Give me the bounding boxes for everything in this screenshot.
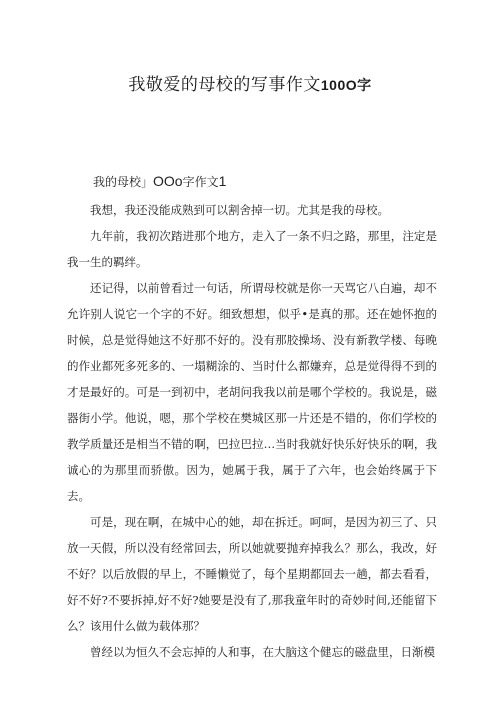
- document-title: [0, 72, 500, 98]
- title-main-text: 我敬爱的母校的写事作文: [128, 75, 321, 95]
- paragraph-5: 曾经以为恒久不会忘掉的人和事，在大脑这个健忘的磁盘里，日渐模: [90, 645, 435, 659]
- section-heading: [93, 170, 433, 193]
- heading-mid: 字作文: [182, 175, 219, 189]
- heading-latin: OOo: [153, 173, 183, 189]
- body-text: [67, 197, 437, 665]
- paragraph-2: 九年前，我初次踏进那个地方，走入了一条不归之路，那里，注定是我一生的羁绊。: [67, 229, 437, 269]
- paragraph-1: 我想，我还没能成熟到可以割舍掉一切。尤其是我的母校。: [90, 203, 389, 217]
- paragraph-3: 还记得，以前曾看过一句话，所谓母校就是你一天骂它八白遍，却不允许别人说它一个字的不好。细致想想，似乎•是真的那。还在她怀抱的时候，总是觉得她这不好那不好的。没有那胶操场、没有新教学楼、每晚的作业都死多死多的、一塌糊涂的、当时什么都嫌弃，总是觉得得不到的才是最好的。可是一到初中，老胡问我我以前是哪个学校的。我说是，磁器街小学。他说，嗯，那个学校在樊城区那一片还是不错的，你们学校的教学质量还是相当不错的啊，巴拉巴拉…当时我就好快乐好快乐的啊，我诚心的为那里而骄傲。因为，她属于我，属于了六年，也会始终属于下去。: [67, 281, 437, 503]
- paragraph-4: 可是，现在啊，在城中心的她，却在拆迁。呵呵，是因为初三了、只放一天假，所以没有经常回去，所以她就要抛弃掉我么？那么，我改，好不好？以后放假的早上，不睡懒觉了，每个星期都回去一趟，都去看看，好不好?不要拆掉,好不好?她要是没有了,那我童年时的奇妙时间,还能留下么？该用什么做为载体那？: [67, 515, 437, 633]
- heading-number: 1: [218, 173, 227, 189]
- title-suffix-text: 100O字: [320, 77, 372, 93]
- heading-prefix: 我的母校」: [93, 175, 154, 189]
